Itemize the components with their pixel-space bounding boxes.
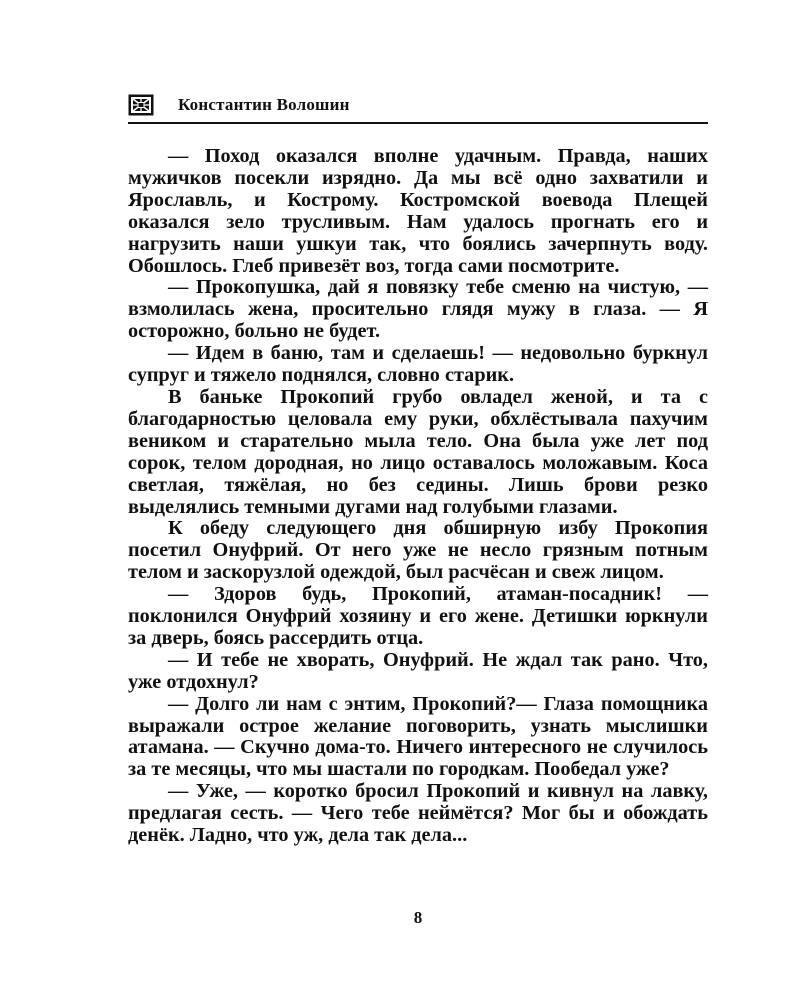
paragraph: К обеду следующего дня обширную избу Прокопия посетил Онуфрий. От него уже не несло грязным потным телом и заскорузлой одеждой, был расчёсан и свеж лицом. [128, 517, 708, 584]
running-header [128, 92, 708, 124]
page-number: 8 [413, 908, 423, 927]
text-body [128, 146, 708, 847]
header-author: Константин Волошин [178, 95, 350, 114]
paragraph: В баньке Прокопий грубо овладел женой, и та с благодарностью целовала ему руки, обхлёстывала пахучим веником и старательно мыла тело. Она была уже лет под сорок, телом дородная, но лицо оставалось моложавым. Коса светлая, тяжёлая, но без седины. Лишь брови резко выделялись темными дугами над голубыми глазами. [128, 385, 708, 518]
paragraph: — Идем в баню, там и сделаешь! — недовольно буркнул супруг и тяжело поднялся, словно старик. [128, 342, 708, 387]
paragraph: — Долго ли нам с энтим, Прокопий?— Глаза помощника выражали острое желание поговорить, узнать мыслишки атамана. — Скучно дома-то. Ничего интересного не случилось за те месяцы, что мы шастали по городкам. Пообедал уже? [128, 692, 708, 781]
paragraph: — И тебе не хворать, Онуфрий. Не ждал так рано. Что, уже отдохнул? [128, 648, 708, 693]
celtic-knot-ornament-icon [128, 94, 154, 116]
paragraph: — Поход оказался вполне удачным. Правда, наших мужичков посекли изрядно. Да мы всё одно захватили и Ярославль, и Кострому. Костромской воевода Плещей оказался зело трусливым. Нам удалось прогнать его и нагрузить наши ушкуи так, что боялись зачерпнуть воду. Обошлось. Глеб привезёт воз, тогда сами посмотрите. [128, 145, 708, 277]
paragraph: — Прокопушка, дай я повязку тебе сменю на чистую, — взмолилась жена, просительно глядя мужу в глаза. — Я осторожно, больно не будет. [128, 276, 708, 343]
paragraph: — Здоров будь, Прокопий, атаман-посадник! — поклонился Онуфрий хозяину и его жене. Детишки юркнули за дверь, боясь рассердить отца. [128, 583, 708, 649]
paragraph: — Уже, — коротко бросил Прокопий и кивнул на лавку, предлагая сесть. — Чего тебе неймётся? Мог бы и обождать денёк. Ладно, что уж, дела так дела... [128, 780, 708, 847]
